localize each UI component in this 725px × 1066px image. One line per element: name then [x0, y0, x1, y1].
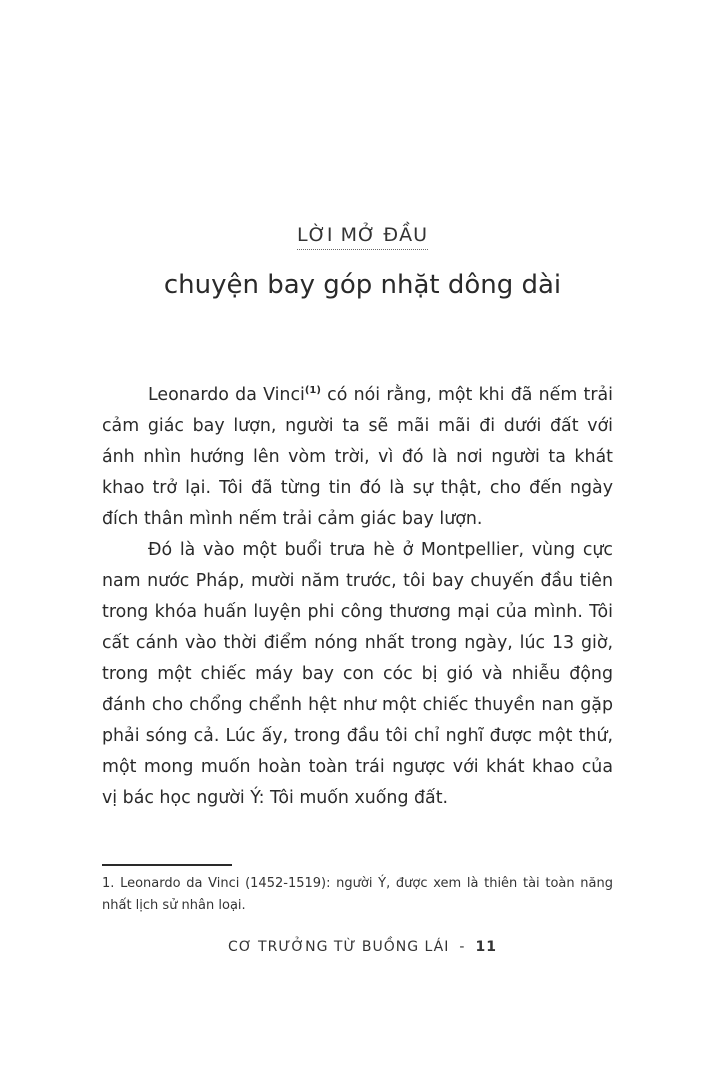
paragraph-2: Đó là vào một buổi trưa hè ở Montpellier, vùng cực nam nước Pháp, mười năm trước, tôi bay chuyến đầu tiên trong khóa huấn luyện phi công thương mại của mình. Tôi cất cánh vào thời điểm nóng nhất trong ngày, lúc 13 giờ, trong một chiếc máy bay con cóc bị gió và nhiễu động đánh cho chổng chểnh hệt như một chiếc thuyền nan gặp phải sóng cả. Lúc ấy, trong đầu tôi chỉ nghĩ được một thứ, một mong muốn hoàn toàn trái ngược với khát khao của vị bác học người Ý: Tôi muốn xuống đất. [102, 540, 613, 808]
chapter-label-text: LỜI MỞ ĐẦU [297, 224, 428, 250]
body-text [102, 380, 613, 814]
footnote: 1. Leonardo da Vinci (1452-1519): người Ý, được xem là thiên tài toàn năng nhất lịch sử nhân loại. [102, 876, 613, 913]
page-number: 11 [475, 939, 497, 955]
chapter-title: chuyện bay góp nhặt dông dài [163, 270, 562, 300]
paragraph-1-start: Leonardo da Vinci [148, 385, 305, 405]
footnote-divider [102, 864, 232, 866]
chapter-label [0, 224, 725, 250]
paragraph-1 [102, 380, 613, 535]
footer-separator: - [459, 939, 466, 955]
paragraph-1-rest: có nói rằng, một khi đã nếm trải cảm giác bay lượn, người ta sẽ mãi mãi đi dưới đất với ánh nhìn hướng lên vòm trời, vì đó là nơi người ta khát khao trở lại. Tôi đã từng tin đó là sự thật, cho đến ngày đích thân mình nếm trải cảm giác bay lượn. [102, 385, 614, 529]
running-footer [0, 939, 725, 955]
footnote-marker: (1) [304, 385, 321, 396]
footer-book-title: CƠ TRƯỞNG TỪ BUỒNG LÁI [228, 939, 450, 955]
